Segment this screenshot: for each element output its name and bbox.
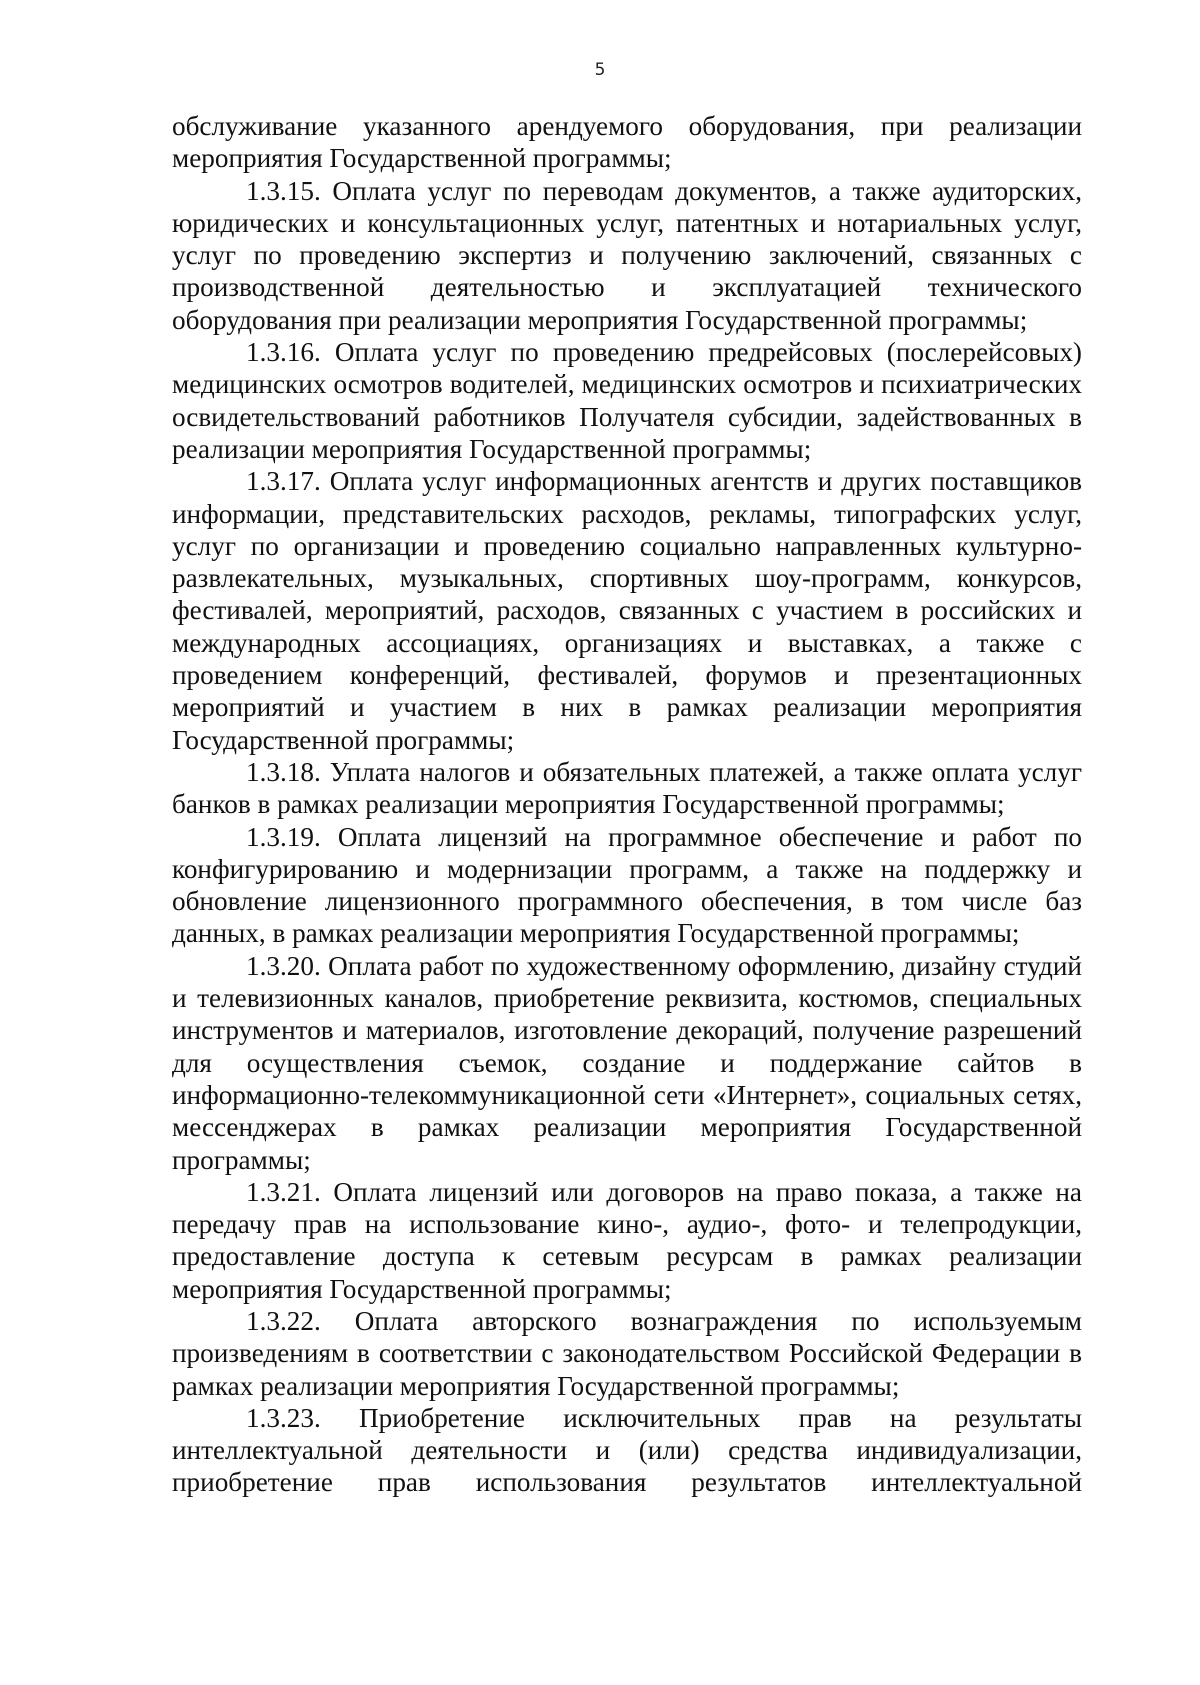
paragraph-1-3-21: 1.3.21. Оплата лицензий или договоров на право показа, а также на передачу прав на использование кино-, аудио-, фото- и телепродукции, предоставление доступа к сетевым ресурсам в рамках реализации мероприятия Государственной программы;	[172, 1176, 1082, 1304]
paragraph-1-3-19: 1.3.19. Оплата лицензий на программное обеспечение и работ по конфигурированию и модернизации программ, а также на поддержку и обновление лицензионного программного обеспечения, в том числе баз данных, в рамках реализации мероприятия Государственной программы;	[172, 821, 1082, 949]
page-number: 5	[594, 60, 606, 80]
paragraph-1-3-23: 1.3.23. Приобретение исключительных прав на результаты интеллектуальной деятельности и (или) средства индивидуализации, приобретение прав использования результатов интеллектуальной	[172, 1402, 1082, 1498]
paragraph-1-3-16: 1.3.16. Оплата услуг по проведению предрейсовых (послерейсовых) медицинских осмотров водителей, медицинских осмотров и психиатрических освидетельствований работников Получателя субсидии, задействованных в реализации мероприятия Государственной программы;	[172, 337, 1082, 464]
paragraph-1-3-15: 1.3.15. Оплата услуг по переводам документов, а также аудиторских, юридических и консультационных услуг, патентных и нотариальных услуг, услуг по проведению экспертиз и получению заключений, связанных с производственной деятельностью и эксплуатацией технического оборудования при реализации мероприятия Государственной программы;	[172, 175, 1082, 335]
paragraph-1-3-18: 1.3.18. Уплата налогов и обязательных платежей, а также оплата услуг банков в рамках реализации мероприятия Государственной программы;	[172, 756, 1082, 820]
paragraph-1-3-22: 1.3.22. Оплата авторского вознаграждения по используемым произведениям в соответствии с законодательством Российской Федерации в рамках реализации мероприятия Государственной программы;	[172, 1305, 1082, 1401]
paragraph-continuation: обслуживание указанного арендуемого оборудования, при реализации мероприятия Государственной программы;	[172, 111, 1082, 174]
paragraph-1-3-17: 1.3.17. Оплата услуг информационных агентств и других поставщиков информации, представительских расходов, рекламы, типографских услуг, услуг по организации и проведению социально направленных культурно-развлекательных, музыкальных, спортивных шоу-программ, конкурсов, фестивалей, мероприятий, расходов, связанных с участием в российских и международных ассоциациях, организациях и выставках, а также с проведением конференций, фестивалей, форумов и презентационных мероприятий и участием в них в рамках реализации мероприятия Государственной программы;	[172, 466, 1082, 755]
paragraph-1-3-20: 1.3.20. Оплата работ по художественному оформлению, дизайну студий и телевизионных каналов, приобретение реквизита, костюмов, специальных инструментов и материалов, изготовление декораций, получение разрешений для осуществления съемок, создание и поддержание сайтов в информационно-телекоммуникационной сети «Интернет», социальных сетях, мессенджерах в рамках реализации мероприятия Государственной программы;	[172, 950, 1082, 1175]
document-body	[172, 110, 1082, 1499]
